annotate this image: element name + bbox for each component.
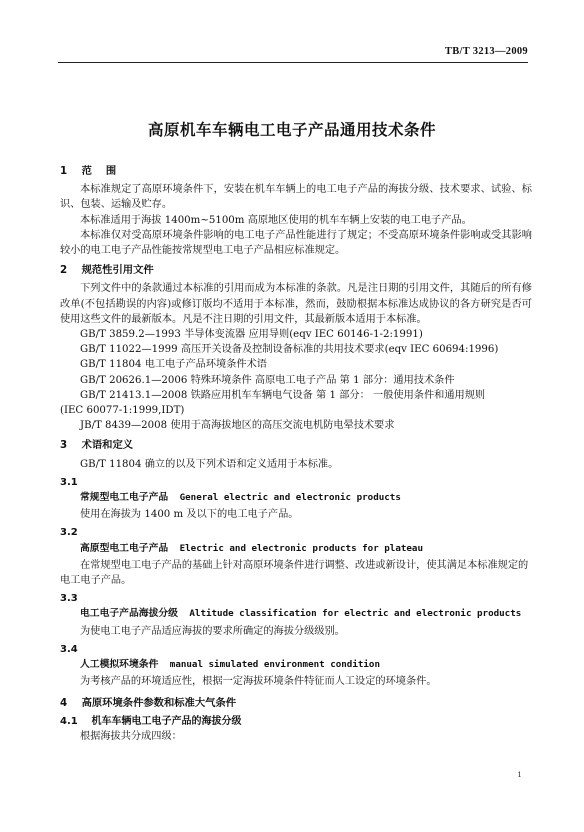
section-2-number: 2 bbox=[60, 264, 68, 277]
term-number: 3.1 bbox=[60, 476, 78, 488]
document-body bbox=[60, 160, 532, 744]
subsection-4-1-number: 4.1 bbox=[60, 715, 78, 727]
section-1-title: 范围 bbox=[81, 165, 131, 177]
page-number: 1 bbox=[517, 770, 522, 779]
term-en: manual simulated environment condition bbox=[169, 659, 380, 671]
term-definition: 为使电工电子产品适应海拔的要求所确定的海拔分级级别。 bbox=[80, 625, 345, 637]
section-3-number: 3 bbox=[60, 439, 68, 452]
reference-item: GB/T 20626.1—2006 特殊环境条件 高原电工电子产品 第 1 部分：通用技术条件 bbox=[80, 374, 455, 386]
section-4-title: 高原环境条件参数和标准大气条件 bbox=[81, 696, 237, 709]
term-heading bbox=[60, 657, 532, 672]
term-en: Electric and electronic products for plateau bbox=[179, 542, 423, 554]
section-3-intro: GB/T 11804 确立的以及下列术语和定义适用于本标准。 bbox=[80, 458, 339, 470]
term-number: 3.4 bbox=[60, 643, 78, 655]
section-2-heading bbox=[60, 263, 532, 278]
subsection-4-1-heading bbox=[60, 714, 532, 729]
term-number: 3.3 bbox=[60, 593, 78, 605]
section-1-paragraph-1: 本标准规定了高原环境条件下，安装在机车车辆上的电工电子产品的海拔分级、技术要求、试验、标识、包装、运输及贮存。 bbox=[60, 184, 532, 211]
reference-item: JB/T 8439—2008 使用于高海拔地区的高压交流电机防电晕技术要求 bbox=[80, 420, 395, 432]
reference-item: GB/T 21413.1—2008 铁路应用机车车辆电气设备 第 1 部分： 一般使用条件和通用规则 bbox=[80, 389, 486, 401]
section-1-heading bbox=[60, 164, 532, 179]
section-4-text: 根据海拔共分成四级： bbox=[80, 730, 182, 742]
standard-number: TB/T 3213—2009 bbox=[444, 46, 528, 57]
section-4-number: 4 bbox=[60, 696, 68, 709]
section-3-title: 术语和定义 bbox=[81, 439, 134, 452]
term-heading bbox=[60, 606, 532, 621]
document-title: 高原机车车辆电工电子产品通用技术条件 bbox=[147, 121, 436, 139]
reference-item: GB/T 11804 电工电子产品环境条件术语 bbox=[80, 359, 267, 371]
header-rule bbox=[58, 62, 528, 63]
reference-item: GB/T 11022—1999 高压开关设备及控制设备标准的共用技术要求(eqv IEC 60694:1996) bbox=[80, 344, 499, 356]
term-cn: 电工电子产品海拔分级 bbox=[80, 608, 178, 620]
section-2-title: 规范性引用文件 bbox=[81, 264, 154, 277]
term-definition: 在常规型电工电子产品的基础上针对高原环境条件进行调整、改进或新设计，使其满足本标准规定的电工电子产品。 bbox=[60, 559, 529, 587]
section-1-number: 1 bbox=[60, 165, 68, 177]
reference-continuation: (IEC 60077-1:1999,IDT) bbox=[60, 405, 185, 417]
reference-item: GB/T 3859.2—1993 半导体变流器 应用导则(eqv IEC 60146-1-2:1991) bbox=[80, 329, 423, 341]
term-en: Altitude classification for electric and electronic products bbox=[189, 608, 522, 620]
section-1-paragraph-2: 本标准适用于海拔 1400m~5100m 高原地区使用的机车车辆上安装的电工电子产品。 bbox=[80, 214, 472, 226]
subsection-4-1-title: 机车车辆电工电子产品的海拔分级 bbox=[91, 715, 242, 727]
term-heading bbox=[60, 541, 532, 556]
term-cn: 常规型电工电子产品 bbox=[80, 492, 169, 504]
section-3-heading bbox=[60, 438, 532, 453]
term-definition: 为考核产品的环境适应性，根据一定海拔环境条件特征而人工设定的环境条件。 bbox=[80, 676, 437, 688]
term-en: General electric and electronic products bbox=[179, 492, 401, 504]
section-4-heading bbox=[60, 696, 532, 711]
term-heading bbox=[60, 490, 532, 505]
section-2-intro: 下列文件中的条款通过本标准的引用而成为本标准的条款。凡是注日期的引用文件，其随后的所有修改单(不包括勘误的内容)或修订版均不适用于本标准，然而，鼓励根据本标准达成协议的各方研究是否可使用这些文件的最新版本。凡是不注日期的引用文件，其最新版本适用于本标准。 bbox=[60, 283, 532, 325]
term-cn: 高原型电工电子产品 bbox=[80, 542, 169, 554]
term-number: 3.2 bbox=[60, 527, 78, 539]
term-cn: 人工模拟环境条件 bbox=[80, 659, 159, 671]
term-definition: 使用在海拔为 1400 m 及以下的电工电子产品。 bbox=[80, 509, 299, 521]
section-1-paragraph-3: 本标准仅对受高原环境条件影响的电工电子产品性能进行了规定；不受高原环境条件影响或受其影响较小的电工电子产品性能按常规型电工电子产品相应标准规定。 bbox=[60, 229, 532, 257]
